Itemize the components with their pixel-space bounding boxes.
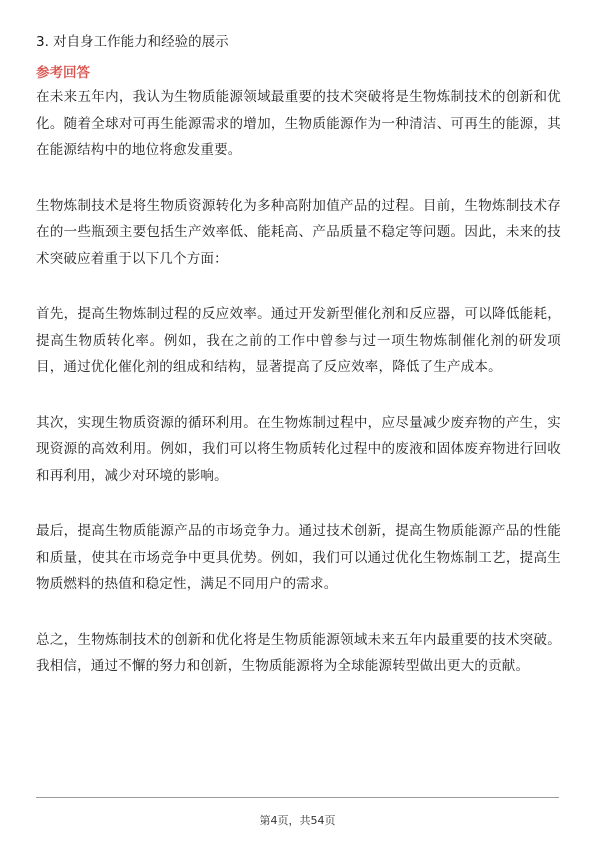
page-content <box>36 30 561 680</box>
paragraph-second-point: 其次，实现生物质资源的循环利用。在生物炼制过程中，应尽量减少废弃物的产生，实现资源的高效利用。例如，我们可以将生物质转化过程中的废液和固体废弃物进行回收和再利用，减少对环境的影响。 <box>36 414 561 484</box>
paragraph-first-point: 首先，提高生物炼制过程的反应效率。通过开发新型催化剂和反应器，可以降低能耗，提高生物质转化率。例如，我在之前的工作中曾参与过一项生物炼制催化剂的研发项目，通过优化催化剂的组成和结构，显著提高了反应效率，降低了生产成本。 <box>36 306 561 375</box>
paragraph-intro: 在未来五年内，我认为生物质能源领域最重要的技术突破将是生物炼制技术的创新和优化。随着全球对可再生能源需求的增加，生物质能源作为一种清洁、可再生的能源，其在能源结构中的地位将愈发重要。 <box>36 89 561 158</box>
section-title: 3. 对自身工作能力和经验的展示 <box>36 34 229 50</box>
paragraph-third-point: 最后，提高生物质能源产品的市场竞争力。通过技术创新，提高生物质能源产品的性能和质量，使其在市场竞争中更具优势。例如，我们可以通过优化生物炼制工艺，提高生物质燃料的热值和稳定性，满足不同用户的需求。 <box>36 523 561 592</box>
paragraph-bottlenecks: 生物炼制技术是将生物质资源转化为多种高附加值产品的过程。目前，生物炼制技术存在的一些瓶颈主要包括生产效率低、能耗高、产品质量不稳定等问题。因此，未来的技术突破应着重于以下几个方面： <box>36 197 561 267</box>
paragraph-conclusion: 总之，生物炼制技术的创新和优化将是生物质能源领域未来五年内最重要的技术突破。我相信，通过不懈的努力和创新，生物质能源将为全球能源转型做出更大的贡献。 <box>36 631 561 674</box>
footer-divider <box>36 797 559 798</box>
page-number: 第4页，共54页 <box>259 814 336 827</box>
answer-label: 参考回答 <box>36 65 90 81</box>
